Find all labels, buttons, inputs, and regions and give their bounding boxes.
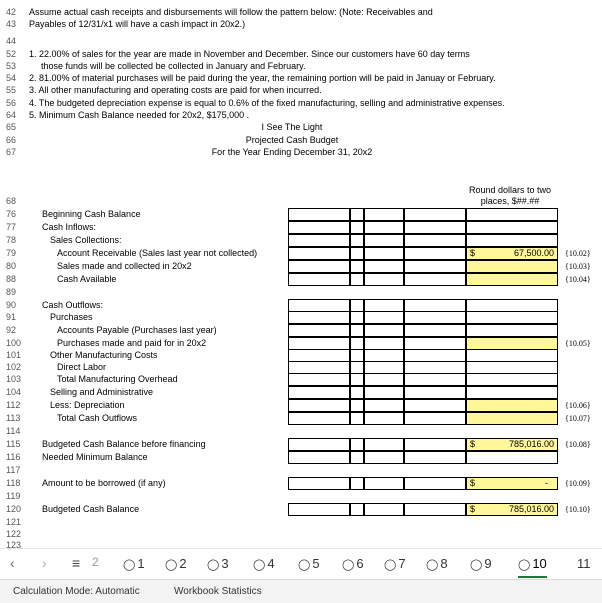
grid-cell[interactable] [288,438,350,451]
sheet-row [0,286,602,299]
grid-cell[interactable] [364,399,404,412]
label-other-mfg: Other Manufacturing Costs [50,350,158,360]
grid-cell[interactable] [288,221,350,234]
grid-cell[interactable] [288,412,350,425]
report-title: Projected Cash Budget [245,135,339,145]
company-title: I See The Light [261,122,323,132]
row-number: 118 [6,478,21,488]
grid-cell[interactable] [404,273,466,286]
grid-cell[interactable] [364,311,404,324]
sheet-tab-label: 2 [179,556,187,571]
sheet-tab-label: 7 [398,556,406,571]
grid-cell[interactable] [350,247,364,260]
lock-icon: ◯ [384,559,397,571]
label-sales-collected: Sales made and collected in 20x2 [57,261,192,271]
grid-cell[interactable] [288,273,350,286]
note-1b: those funds will be collected be collected in January and February. [41,61,306,71]
grid-cell[interactable] [404,399,466,412]
grid-cell[interactable] [350,451,364,464]
header-note-line2: Payables of 12/31/x1 will have a cash impact in 20x2.) [29,19,246,29]
ar-last-year-value: 67,500.00 [513,248,554,258]
grid-cell[interactable] [364,503,404,516]
grid-cell[interactable] [364,373,404,386]
label-direct-labor: Direct Labor [57,362,107,372]
grid-cell[interactable] [288,477,350,490]
grid-cell[interactable] [350,373,364,386]
note-3: 3. All other manufacturing and operating costs are paid for when incurred. [29,85,322,95]
grid-cell[interactable] [404,477,466,490]
row-number: 101 [6,350,22,360]
row-number: 64 [6,110,17,120]
sheet-tab-1[interactable] [123,555,145,574]
ref-code: {10.07} [565,414,591,423]
sheet-tab-label: 1 [137,556,145,571]
grid-cell[interactable] [350,477,364,490]
grid-cell[interactable] [364,273,404,286]
grid-cell[interactable] [364,386,404,399]
grid-cell[interactable] [404,311,466,324]
row-number: 88 [6,274,17,284]
grid-cell[interactable] [288,373,350,386]
grid-cell[interactable] [350,503,364,516]
sheet-row [0,539,602,548]
grid-cell[interactable] [404,438,466,451]
ref-code: {10.06} [565,401,591,410]
sheet-row [0,490,602,503]
grid-cell[interactable] [364,412,404,425]
sheet-list-icon[interactable]: ≡ [72,555,81,571]
grid-cell[interactable] [350,412,364,425]
budgeted-cash-cell[interactable] [466,503,558,516]
label-cash-available: Cash Available [57,274,117,284]
row-number: 67 [6,147,17,157]
grid-cell[interactable] [466,234,558,247]
grid-cell[interactable] [288,234,350,247]
label-less-depreciation: Less: Depreciation [50,400,125,410]
depreciation-input[interactable] [466,399,558,412]
grid-cell[interactable] [364,477,404,490]
dollar-sign: $ [470,248,476,258]
grid-cell[interactable] [466,221,558,234]
row-number: 113 [6,413,21,423]
grid-cell[interactable] [288,260,350,273]
sheet-tab-5[interactable] [298,555,320,574]
note-5: 5. Minimum Cash Balance needed for 20x2, $175,000 . [29,110,250,120]
sheet-tab-label: 4 [267,556,275,571]
label-borrowed: Amount to be borrowed (if any) [42,478,166,488]
lock-icon: ◯ [123,559,136,571]
sheet-row [0,146,602,159]
calc-mode-status[interactable]: Calculation Mode: Automatic [13,586,140,597]
row-number: 80 [6,261,17,271]
lock-icon: ◯ [207,559,220,571]
sheet-tab-9[interactable] [470,555,492,574]
row-number: 54 [6,73,17,83]
label-total-mfg-overhead: Total Manufacturing Overhead [57,374,178,384]
grid-cell[interactable] [404,386,466,399]
grid-cell[interactable] [404,324,466,337]
partial-tab-icon: 2 [92,555,99,569]
grid-cell[interactable] [350,260,364,273]
row-number: 117 [6,465,21,475]
label-purchases-paid: Purchases made and paid for in 20x2 [57,338,207,348]
grid-cell[interactable] [350,324,364,337]
grid-cell[interactable] [350,386,364,399]
label-budgeted-before: Budgeted Cash Balance before financing [42,439,206,449]
lock-icon: ◯ [426,559,439,571]
lock-icon: ◯ [470,559,483,571]
grid-cell[interactable] [364,234,404,247]
sheet-row [0,195,602,208]
sheet-tab-3[interactable] [207,555,229,574]
label-ap-last-year: Accounts Payable (Purchases last year) [57,325,217,335]
sheet-tab-4[interactable] [253,555,275,574]
lock-icon: ◯ [518,559,531,571]
label-ar-last-year: Account Receivable (Sales last year not collected) [57,248,258,258]
grid-cell[interactable] [350,311,364,324]
row-number: 90 [6,300,17,310]
row-number: 100 [6,338,22,348]
dollar-sign: $ [470,504,476,514]
grid-cell[interactable] [350,208,364,221]
sheet-tab-7[interactable] [384,555,406,574]
sheet-tab-10[interactable] [518,555,547,574]
round-note-line2: places, $##.## [480,196,540,206]
ar-last-year-cell[interactable] [466,247,558,260]
ref-code: {10.04} [565,275,591,284]
grid-cell[interactable] [404,234,466,247]
sheet-row [0,121,602,134]
label-beginning-cash: Beginning Cash Balance [42,209,141,219]
ref-code: {10.02} [565,249,591,258]
grid-cell[interactable] [404,260,466,273]
grid-cell[interactable] [288,503,350,516]
label-total-outflows: Total Cash Outflows [57,413,138,423]
sheet-tab-label: 5 [312,556,320,571]
header-note-line1: Assume actual cash receipts and disbursements will follow the pattern below: (Note: Receivables and [29,7,433,17]
row-number: 103 [6,374,22,384]
grid-cell[interactable] [364,324,404,337]
sheet-row [0,425,602,438]
sheet-tab-label: 9 [484,556,492,571]
grid-cell[interactable] [350,438,364,451]
sheet-tab-6[interactable] [342,555,364,574]
row-number: 52 [6,49,17,59]
row-number: 112 [6,400,21,410]
row-number: 78 [6,235,17,245]
sheet-tab-label: 3 [221,556,229,571]
grid-cell[interactable] [364,260,404,273]
row-number: 76 [6,209,17,219]
grid-cell[interactable] [288,247,350,260]
row-number: 115 [6,439,21,449]
sheet-row [0,464,602,477]
sheet-row [0,35,602,48]
grid-cell[interactable] [350,273,364,286]
grid-cell[interactable] [466,386,558,399]
row-number: 114 [6,426,21,436]
workbook-statistics[interactable]: Workbook Statistics [174,586,262,597]
grid-cell[interactable] [288,386,350,399]
row-number: 66 [6,135,17,145]
sheet-tab-11[interactable] [577,555,591,573]
grid-cell[interactable] [404,451,466,464]
sheet-tab-label: 10 [532,556,547,571]
label-needed-min: Needed Minimum Balance [42,452,148,462]
grid-cell[interactable] [404,247,466,260]
report-period: For the Year Ending December 31, 20x2 [211,147,373,157]
row-number: 56 [6,98,17,108]
row-number: 53 [6,61,17,71]
grid-cell[interactable] [288,208,350,221]
grid-cell[interactable] [364,208,404,221]
sheet-row [0,18,602,31]
ref-code: {10.10} [565,505,591,514]
sales-collected-input[interactable] [466,260,558,273]
grid-cell[interactable] [466,451,558,464]
sheet-row [0,84,602,97]
grid-cell[interactable] [364,451,404,464]
budgeted-before-value: 785,016.00 [508,439,554,449]
grid-cell[interactable] [288,399,350,412]
grid-cell[interactable] [404,373,466,386]
ref-code: {10.09} [565,479,591,488]
note-2: 2. 81.00% of material purchases will be paid during the year, the remaining portion will be paid in Januay or February. [29,73,496,83]
grid-cell[interactable] [466,324,558,337]
ref-code: {10.03} [565,262,591,271]
cash-available-input[interactable] [466,273,558,286]
status-bar [0,579,602,603]
row-number: 42 [6,7,17,17]
borrowed-cell[interactable] [466,477,558,490]
row-number: 43 [6,19,17,29]
grid-cell[interactable] [288,451,350,464]
grid-cell[interactable] [350,234,364,247]
grid-cell[interactable] [364,221,404,234]
sheet-tab-label: 11 [577,556,591,571]
total-outflows-input[interactable] [466,412,558,425]
row-number: 44 [6,36,17,46]
row-number: 121 [6,517,22,527]
dollar-sign: $ [470,439,476,449]
label-cash-inflows: Cash Inflows: [42,222,97,232]
grid-cell[interactable] [364,438,404,451]
row-number: 92 [6,325,17,335]
row-number: 91 [6,312,17,322]
sheet-tab-2[interactable] [165,555,187,574]
row-number: 77 [6,222,17,232]
grid-cell[interactable] [350,221,364,234]
lock-icon: ◯ [342,559,355,571]
note-1a: 1. 22.00% of sales for the year are made in November and December. Since our customers have 60 day terms [29,49,470,59]
row-number: 104 [6,387,22,397]
label-cash-outflows: Cash Outflows: [42,300,104,310]
ref-code: {10.05} [565,339,591,348]
row-number: 102 [6,362,22,372]
dollar-sign: $ [470,478,476,488]
label-sales-collections: Sales Collections: [50,235,122,245]
lock-icon: ◯ [298,559,311,571]
borrowed-value: - [545,478,548,488]
label-purchases: Purchases [50,312,93,322]
grid-cell[interactable] [288,324,350,337]
row-number: 116 [6,452,21,462]
grid-cell[interactable] [466,311,558,324]
label-selling-admin: Selling and Administrative [50,387,154,397]
row-number: 68 [6,196,17,206]
grid-cell[interactable] [350,399,364,412]
round-note-line1: Round dollars to two [468,185,552,195]
prev-sheet-icon[interactable]: ‹ [10,555,15,571]
grid-cell[interactable] [288,311,350,324]
row-number: 123 [6,540,22,548]
row-number: 55 [6,85,17,95]
sheet-tab-label: 8 [440,556,448,571]
budgeted-before-cell[interactable] [466,438,558,451]
row-number: 65 [6,122,17,132]
note-4: 4. The budgeted depreciation expense is equal to 0.6% of the fixed manufacturing, selling and administrative expenses. [29,98,505,108]
label-budgeted-cash: Budgeted Cash Balance [42,504,140,514]
row-number: 89 [6,287,17,297]
row-number: 79 [6,248,17,258]
grid-cell[interactable] [404,221,466,234]
row-number: 122 [6,529,22,539]
row-number: 120 [6,504,22,514]
row-number: 119 [6,491,21,501]
budgeted-cash-value: 785,016.00 [508,504,554,514]
lock-icon: ◯ [253,559,266,571]
ref-code: {10.08} [565,440,591,449]
grid-cell[interactable] [364,247,404,260]
next-sheet-icon[interactable]: › [42,555,47,571]
grid-cell[interactable] [404,208,466,221]
sheet-tab-8[interactable] [426,555,448,574]
grid-cell[interactable] [404,503,466,516]
grid-cell[interactable] [466,208,558,221]
sheet-tab-label: 6 [356,556,364,571]
lock-icon: ◯ [165,559,178,571]
grid-cell[interactable] [404,412,466,425]
grid-cell[interactable] [466,373,558,386]
sheet-tab-bar [0,548,602,578]
